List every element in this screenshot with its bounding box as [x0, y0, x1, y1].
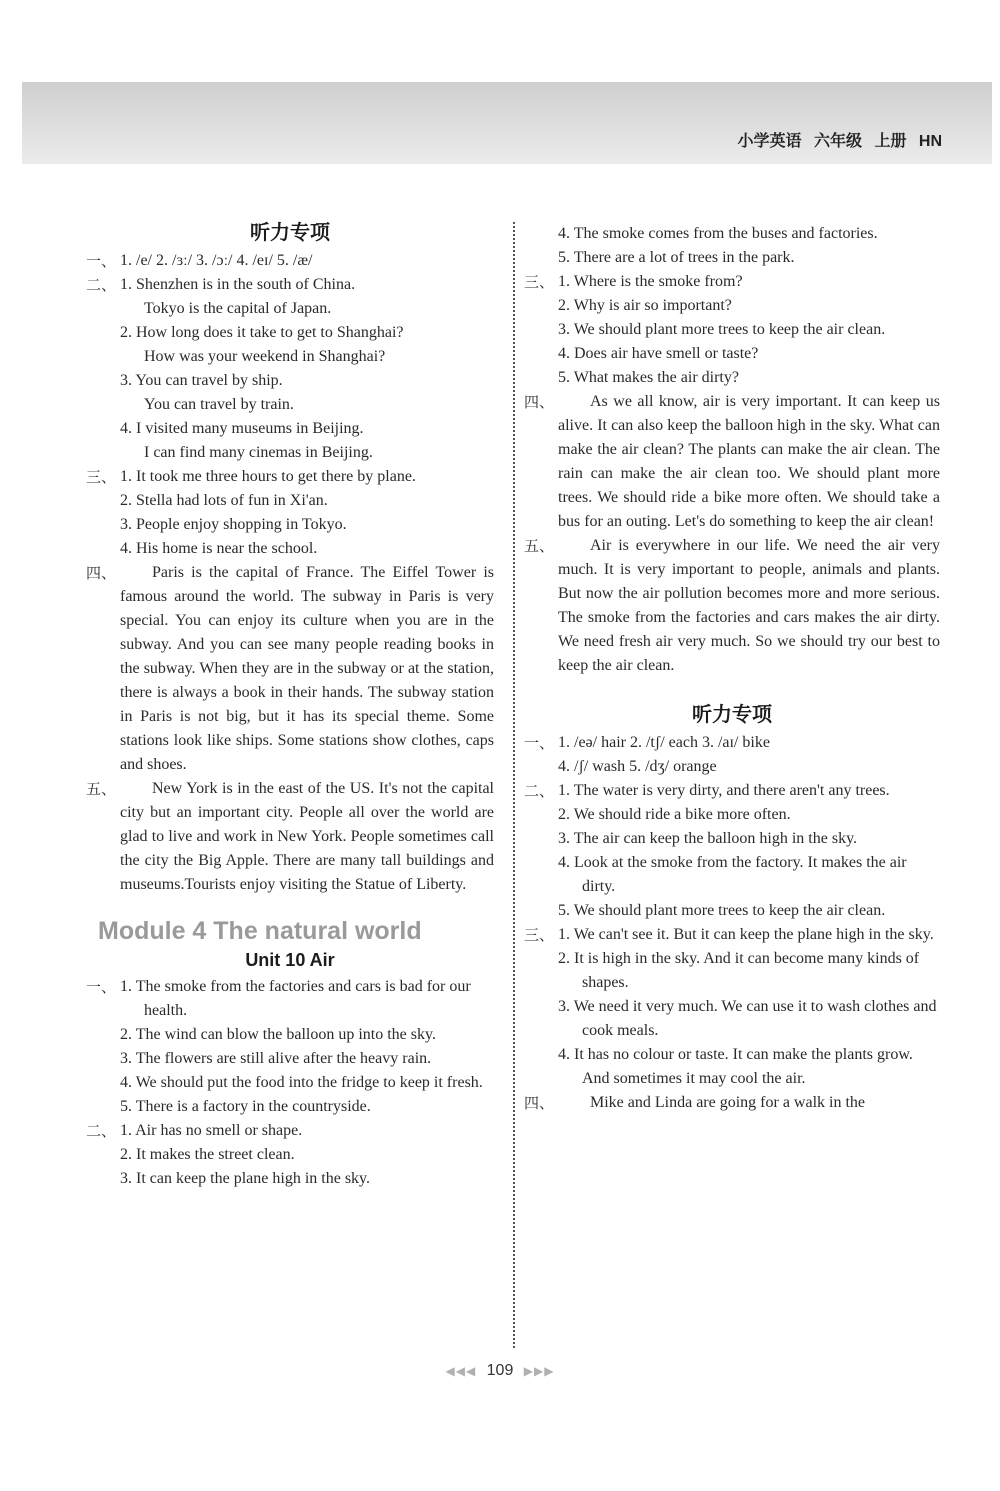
section-mark: 五、 [524, 537, 555, 555]
passage-text: New York is in the east of the US. It's not the capital city but an important city. People all over the world are glad to live and work in New York. People sometimes call the city the Big Apple. There are many tall buildings and museums.Tourists enjoy visiting the Statue of Liberty. [120, 780, 494, 893]
passage-text: Mike and Linda are going for a walk in the [590, 1094, 866, 1111]
answer-block-3 [86, 465, 494, 561]
section-mark: 二、 [86, 1122, 117, 1140]
answer-line: 4. I visited many museums in Beijing. [120, 420, 364, 437]
section-title: 听力专项 [692, 702, 772, 726]
left-column [86, 214, 494, 1191]
answer-block-4 [86, 561, 494, 777]
header-book-info: 小学英语 六年级 上册 HN [737, 133, 942, 150]
answer-line: 2. The wind can blow the balloon up into the sky. [120, 1026, 436, 1043]
section-mark: 三、 [524, 926, 555, 944]
answer-line: 1. Shenzhen is in the south of China. [120, 276, 356, 293]
answer-line: 1. Where is the smoke from? [558, 273, 743, 290]
answer-line: 4. /ʃ/ wash 5. /dʒ/ orange [558, 758, 717, 775]
continued-block [524, 222, 940, 270]
answer-line: 3. People enjoy shopping in Tokyo. [120, 516, 347, 533]
answer-line: I can find many cinemas in Beijing. [144, 444, 373, 461]
section-title: 听力专项 [250, 220, 330, 244]
answer-line: 5. We should plant more trees to keep the air clean. [558, 902, 886, 919]
answer-line: 3. We should plant more trees to keep the air clean. [558, 321, 886, 338]
answer-line: 4. Look at the smoke from the factory. It makes the air dirty. [558, 854, 907, 895]
listening-block-4 [524, 1091, 940, 1115]
passage-text: Air is everywhere in our life. We need the air very much. It is very important to people, animals and plants. But now the air pollution becomes more and more serious. The smoke from the factories and cars makes the air dirty. We need fresh air very much. So we should try our best to keep the air clean. [558, 537, 940, 674]
header-band [22, 82, 992, 164]
answer-line: You can travel by train. [144, 396, 294, 413]
answer-line: 3. It can keep the plane high in the sky. [120, 1170, 370, 1187]
section-mark-spacer [524, 222, 558, 270]
unit-block-1 [86, 975, 494, 1119]
answer-line: 1. It took me three hours to get there by plane. [120, 468, 416, 485]
answer-line: 4. We should put the food into the fridge to keep it fresh. [120, 1074, 483, 1091]
section-mark: 四、 [524, 393, 555, 411]
listening-block-2 [524, 779, 940, 923]
answer-line: 2. It is high in the sky. And it can become many kinds of shapes. [558, 950, 920, 991]
section-mark: 三、 [86, 468, 117, 486]
answer-line: 5. What makes the air dirty? [558, 369, 739, 386]
module-title: Module 4 The natural world [98, 917, 422, 945]
section-mark: 二、 [86, 276, 117, 294]
answer-line: 3. The air can keep the balloon high in the sky. [558, 830, 858, 847]
answer-line: 4. Does air have smell or taste? [558, 345, 759, 362]
answer-block-2 [86, 273, 494, 465]
answer-line: 5. There are a lot of trees in the park. [558, 249, 795, 266]
answer-line: 1. We can't see it. But it can keep the plane high in the sky. [558, 926, 934, 943]
answer-line: 2. We should ride a bike more often. [558, 806, 791, 823]
section-mark: 四、 [524, 1094, 555, 1112]
answer-line: 2. It makes the street clean. [120, 1146, 295, 1163]
answer-line: 4. His home is near the school. [120, 540, 318, 557]
section-mark: 一、 [86, 252, 117, 270]
section-mark: 三、 [524, 273, 555, 291]
answer-line: 1. /eə/ hair 2. /tʃ/ each 3. /aɪ/ bike [558, 734, 770, 751]
answer-block-1 [86, 249, 494, 273]
listening-block-1 [524, 731, 940, 779]
column-divider [513, 222, 515, 1348]
unit-block-2 [86, 1119, 494, 1191]
answer-line: 1. /e/ 2. /ɜː/ 3. /ɔː/ 4. /eɪ/ 5. /æ/ [120, 252, 313, 269]
answer-block-r3 [524, 270, 940, 390]
passage-text: As we all know, air is very important. It can keep us alive. It can also keep the balloon high in the sky. What can make the air clean? The plants can make the air clean. The rain can make the air clean too. We should plant more trees. We should ride a bike more often. We should take a bus for an outing. Let's do something to keep the air clean! [558, 393, 940, 530]
answer-line: 1. The smoke from the factories and cars is bad for our health. [120, 978, 471, 1019]
right-arrows-icon: ▶▶▶ [523, 1364, 555, 1378]
page-number: 109 [486, 1362, 514, 1379]
answer-line: Tokyo is the capital of Japan. [144, 300, 332, 317]
answer-line: 2. Why is air so important? [558, 297, 732, 314]
answer-line: 1. The water is very dirty, and there aren't any trees. [558, 782, 890, 799]
answer-line: 5. There is a factory in the countryside. [120, 1098, 371, 1115]
answer-line: 4. It has no colour or taste. It can make the plants grow. And sometimes it may cool the air. [558, 1046, 913, 1087]
answer-line: 2. Stella had lots of fun in Xi'an. [120, 492, 328, 509]
answer-line: 3. We need it very much. We can use it to wash clothes and cook meals. [558, 998, 937, 1039]
right-column [524, 222, 940, 1115]
answer-line: How was your weekend in Shanghai? [144, 348, 386, 365]
answer-block-r5 [524, 534, 940, 678]
passage-text: Paris is the capital of France. The Eiffel Tower is famous around the world. The subway in Paris is very special. You can enjoy its culture when you are in the subway. And you can see many people reading books in the subway. When they are in the subway or at the station, there is always a book in their hands. The subway station in Paris is not big, but it has its special theme. Some stations look like ships. Some stations show clothes, caps and shoes. [120, 564, 494, 773]
section-mark: 二、 [524, 782, 555, 800]
answer-line: 3. The flowers are still alive after the heavy rain. [120, 1050, 432, 1067]
section-mark: 一、 [524, 734, 555, 752]
listening-block-3 [524, 923, 940, 1091]
page-footer [0, 1362, 1000, 1380]
section-mark: 五、 [86, 780, 117, 798]
answer-block-5 [86, 777, 494, 897]
answer-line: 4. The smoke comes from the buses and factories. [558, 225, 878, 242]
section-mark: 四、 [86, 564, 117, 582]
unit-title: Unit 10 Air [245, 950, 335, 970]
section-mark: 一、 [86, 978, 117, 996]
answer-line: 1. Air has no smell or shape. [120, 1122, 303, 1139]
answer-line: 2. How long does it take to get to Shanghai? [120, 324, 404, 341]
left-arrows-icon: ◀◀◀ [445, 1364, 477, 1378]
answer-line: 3. You can travel by ship. [120, 372, 283, 389]
answer-block-r4 [524, 390, 940, 534]
